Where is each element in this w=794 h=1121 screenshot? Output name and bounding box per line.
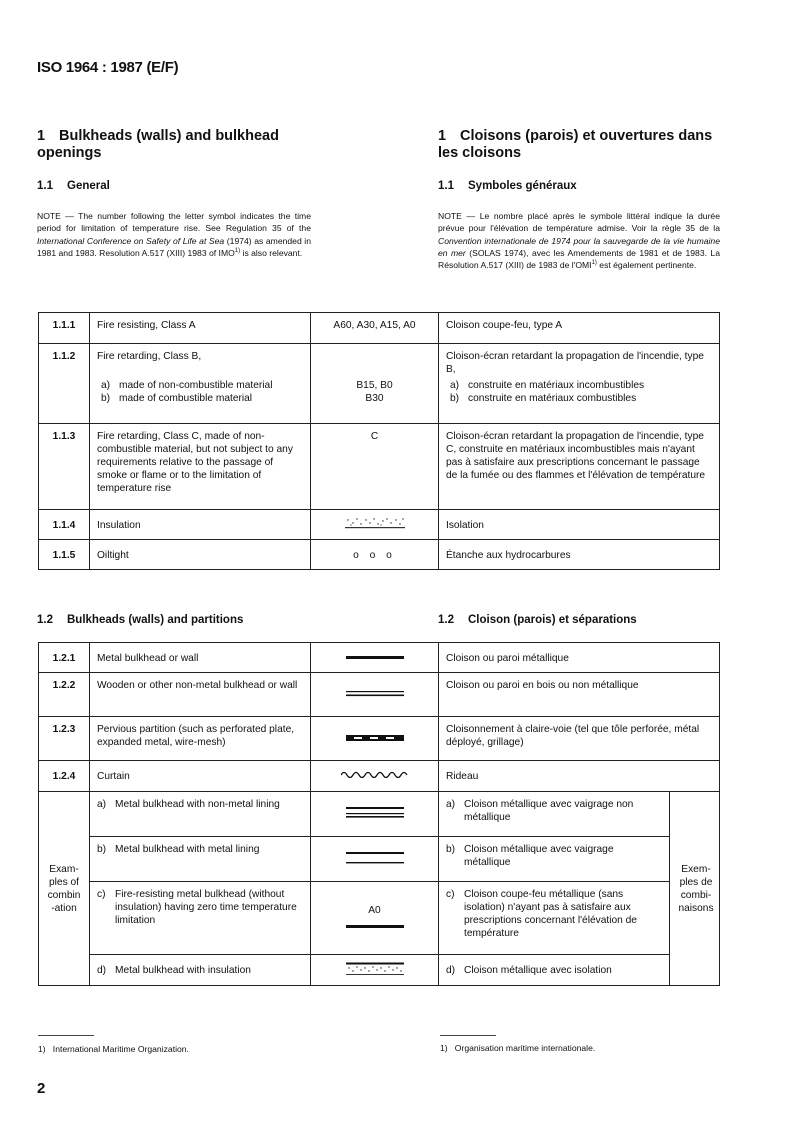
description-fr	[439, 955, 670, 986]
table-row-example-d	[39, 955, 720, 986]
sub-label: b)	[97, 844, 107, 855]
two-lines-icon	[346, 850, 404, 866]
sub-text: Cloison métallique avec vaigrage métallique	[464, 844, 614, 868]
section-title-text: Bulkheads (walls) and partitions	[67, 614, 244, 626]
footnote-ref: 1)	[234, 247, 241, 254]
note-text: (SOLAS 1974), avec les Amendements de 1981 et de 1983. La Résolution A.517 (XIII) de 1983 de l'OMI	[438, 247, 720, 271]
row-number: 1.2.2	[39, 673, 90, 717]
table-row	[39, 510, 720, 540]
description-fr: Isolation	[439, 510, 720, 540]
section-1-2-title-en	[37, 614, 243, 626]
section-title-text: Cloisons (parois) et ouvertures dans les cloisons	[438, 128, 713, 161]
description-fr	[439, 837, 670, 882]
section-title-text: Bulkheads (walls) and bulkhead openings	[37, 128, 279, 161]
page-number: 2	[37, 1080, 46, 1097]
symbol	[311, 761, 439, 792]
section-1-title-fr	[438, 128, 728, 162]
section-1-1-title-fr	[438, 180, 577, 192]
description-fr	[439, 882, 670, 955]
symbol	[311, 955, 439, 986]
symbol-b: B30	[365, 393, 384, 404]
insulation-hatch-icon	[345, 517, 405, 529]
thick-plus-double-line-icon	[346, 806, 404, 820]
table-row	[39, 717, 720, 761]
row-number: 1.1.4	[39, 510, 90, 540]
description-en	[90, 837, 311, 882]
sub-label: d)	[446, 965, 456, 976]
table-row	[39, 424, 720, 510]
table-row-example-c	[39, 882, 720, 955]
description-text: Fire retarding, Class B,	[97, 351, 202, 362]
description-en: Metal bulkhead or wall	[90, 643, 311, 673]
row-number: 1.2.4	[39, 761, 90, 792]
sub-label: b)	[101, 393, 111, 404]
sub-text: made of non-combustible material	[119, 380, 273, 391]
table-row	[39, 643, 720, 673]
section-1-2-title-fr	[438, 614, 637, 626]
note-italic: Convention internationale de 1974 pour la sauvegarde de la vie humaine en mer	[438, 235, 720, 258]
table-row	[39, 761, 720, 792]
symbol	[311, 837, 439, 882]
footnote-fr: 1) Organisation maritime internationale.	[440, 1043, 596, 1053]
symbol	[311, 792, 439, 837]
description-en	[90, 344, 311, 424]
note-text: (1974) as amended in 1981 and 1983. Resolution A.517 (XIII) 1983 of IMO	[37, 235, 311, 258]
symbol-label: A0	[368, 905, 381, 916]
section-number: 1	[438, 128, 447, 144]
oiltight-symbol: o o o	[311, 540, 439, 570]
sub-item-b	[446, 392, 712, 405]
description-fr: Cloison coupe-feu, type A	[439, 313, 720, 344]
row-number: 1.1.3	[39, 424, 90, 510]
sub-label: b)	[446, 844, 456, 855]
table-row	[39, 344, 720, 424]
description-fr: Cloison-écran retardant la propagation de l'incendie, type C, construite en matériaux incombustibles mais n'ayant pas à satisfaire aux prescriptions concernant le passage de la fumée ou des flammes et l'élévation de température	[439, 424, 720, 510]
symbol	[311, 643, 439, 673]
sub-label: a)	[97, 799, 107, 810]
thick-line-icon	[346, 924, 404, 929]
section-number: 1.1	[37, 180, 53, 192]
double-thin-line-icon	[346, 690, 404, 698]
sub-text: Metal bulkhead with insulation	[115, 965, 251, 976]
sub-item-a	[97, 379, 303, 392]
section-number: 1	[37, 128, 46, 144]
sub-text: Metal bulkhead with non-metal lining	[115, 799, 280, 810]
table-row-example-b	[39, 837, 720, 882]
symbol	[311, 510, 439, 540]
symbol: C	[311, 424, 439, 510]
row-number: 1.1.1	[39, 313, 90, 344]
symbol	[311, 882, 439, 955]
symbols-table-partitions	[38, 642, 720, 986]
description-fr: Cloison ou paroi métallique	[439, 643, 720, 673]
sub-text: Cloison métallique avec isolation	[464, 965, 612, 976]
sub-label: a)	[450, 380, 460, 391]
description-en: Insulation	[90, 510, 311, 540]
sub-text: Cloison métallique avec vaigrage non métallique	[464, 799, 634, 823]
note-text: NOTE — The number following the letter symbol indicates the time period for limitation of temperature rise. See Regulation 35 of the	[37, 211, 311, 234]
description-en	[90, 792, 311, 837]
description-en	[90, 955, 311, 986]
description-en: Fire retarding, Class C, made of non-combustible material, but not subject to any requirements relative to the passage of smoke or flame or to the limitation of temperature rise	[90, 424, 311, 510]
footnote-en: 1) International Maritime Organization.	[38, 1044, 189, 1054]
description-fr: Étanche aux hydrocarbures	[439, 540, 720, 570]
sub-label: c)	[97, 889, 106, 900]
sub-label: b)	[450, 393, 460, 404]
description-fr: Cloison ou paroi en bois ou non métallique	[439, 673, 720, 717]
description-en: Curtain	[90, 761, 311, 792]
table-row	[39, 540, 720, 570]
symbols-table-general	[38, 312, 720, 570]
description-fr	[439, 344, 720, 424]
description-en: Pervious partition (such as perforated plate, expanded metal, wire-mesh)	[90, 717, 311, 761]
note-en	[37, 210, 311, 259]
symbol	[311, 717, 439, 761]
thick-line-icon	[346, 655, 404, 661]
description-en: Fire resisting, Class A	[90, 313, 311, 344]
description-fr: Rideau	[439, 761, 720, 792]
note-italic: International Conference on Safety of Life at Sea	[37, 235, 225, 246]
examples-label-en	[39, 792, 90, 986]
table-row-example-a	[39, 792, 720, 837]
description-en: Wooden or other non-metal bulkhead or wall	[90, 673, 311, 717]
note-fr	[438, 210, 720, 271]
section-number: 1.1	[438, 180, 454, 192]
sub-label: c)	[446, 889, 455, 900]
section-title-text: General	[67, 180, 110, 192]
sub-text: Cloison coupe-feu métallique (sans isolation) n'ayant pas à satisfaire aux prescriptions concernant l'élévation de température	[464, 889, 637, 939]
footnote-rule-fr	[440, 1035, 496, 1036]
insulated-bar-icon	[346, 962, 404, 976]
description-fr	[439, 792, 670, 837]
note-text: is also relevant.	[240, 247, 303, 258]
sub-label: a)	[101, 380, 111, 391]
note-text: est également pertinente.	[596, 260, 697, 271]
symbol	[311, 344, 439, 424]
sub-text: Fire-resisting metal bulkhead (without insulation) having zero time temperature limitation	[115, 889, 297, 926]
description-fr: Cloisonnement à claire-voie (tel que tôle perforée, métal déployé, grillage)	[439, 717, 720, 761]
description-en	[90, 882, 311, 955]
section-1-1-title-en	[37, 180, 110, 192]
footnote-rule-en	[38, 1035, 94, 1036]
sub-label: a)	[446, 799, 456, 810]
sub-item-b	[97, 392, 303, 405]
section-number: 1.2	[37, 614, 53, 626]
row-number: 1.2.3	[39, 717, 90, 761]
dashed-bar-icon	[346, 734, 404, 742]
description-text: Cloison-écran retardant la propagation de l'incendie, type B,	[446, 351, 704, 375]
row-number: 1.1.2	[39, 344, 90, 424]
footnote-ref: 1)	[591, 260, 597, 267]
document-id: ISO 1964 : 1987 (E/F)	[37, 59, 179, 76]
table-row	[39, 673, 720, 717]
wavy-line-icon	[341, 770, 409, 780]
row-number: 1.1.5	[39, 540, 90, 570]
sub-label: d)	[97, 965, 107, 976]
sub-text: construite en matériaux incombustibles	[468, 380, 645, 391]
section-1-title-en	[37, 128, 307, 162]
sub-text: construite en matériaux combustibles	[468, 393, 637, 404]
description-en: Oiltight	[90, 540, 311, 570]
examples-label-text: Exam-ples of combin-ation	[47, 864, 81, 914]
examples-label-fr	[670, 792, 720, 986]
sub-item-a	[446, 379, 712, 392]
symbol-a: B15, B0	[356, 380, 393, 391]
sub-text: Metal bulkhead with metal lining	[115, 844, 260, 855]
symbol: A60, A30, A15, A0	[311, 313, 439, 344]
table-row	[39, 313, 720, 344]
sub-text: made of combustible material	[119, 393, 253, 404]
section-number: 1.2	[438, 614, 454, 626]
row-number: 1.2.1	[39, 643, 90, 673]
note-text: NOTE — Le nombre placé après le symbole littéral indique la durée prévue pour l'élévation de température admise. Voir la règle 35 de la	[438, 211, 720, 234]
examples-label-text: Exem-ples de combi-naisons	[678, 864, 714, 914]
symbol	[311, 673, 439, 717]
section-title-text: Symboles généraux	[468, 180, 577, 192]
section-title-text: Cloison (parois) et séparations	[468, 614, 637, 626]
